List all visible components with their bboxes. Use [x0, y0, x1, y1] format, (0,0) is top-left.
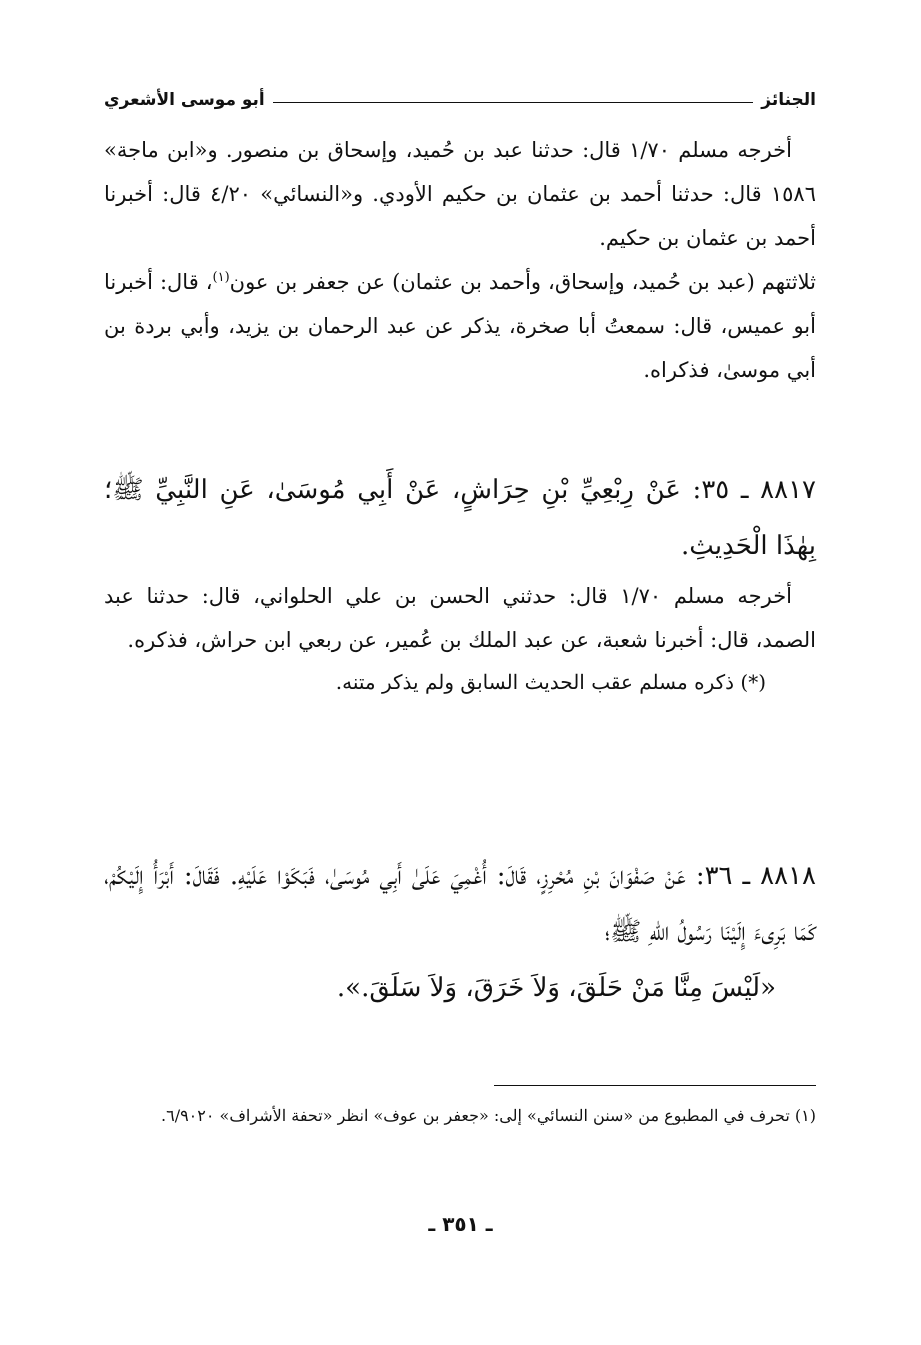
hadith-8818-block [104, 848, 816, 1016]
footnote-text: (١) تحرف في المطبوع من «سنن النسائي» إلى: «جعفر بن عوف» انظر «تحفة الأشراف» ٦/٩٠٢٠. [161, 1106, 816, 1125]
hadith-text: ٨٨١٨ ـ ٣٦: عَنْ صَفْوَانَ بْنِ مُحْرِزٍ، قَالَ: أُغْمِيَ عَلَىٰ أَبِي مُوسَىٰ، فَبَكَوْا عَلَيْهِ. فَقَالَ: أَبْرَأُ إِلَيْكُمْ، كَمَا بَرِىءَ إِلَيْنَا رَسُولُ اللهِ ﷺ؛ [104, 861, 816, 947]
takhrij-block-1 [104, 128, 816, 392]
page-number: ـ ٣٥١ ـ [428, 1212, 493, 1236]
footnote-divider [494, 1085, 816, 1086]
footnote-reference[interactable]: (١) [212, 270, 230, 285]
header-section-title: أبو موسى الأشعري [104, 90, 265, 110]
hadith-text: ٨٨١٧ ـ ٣٥: عَنْ رِبْعِيِّ بْنِ حِرَاشٍ، عَنْ أَبِي مُوسَىٰ، عَنِ النَّبِيِّ ﷺ؛ بِهٰذَا الْحَدِيثِ. [104, 475, 816, 561]
running-header [104, 84, 816, 110]
chain-paragraph [104, 260, 816, 392]
takhrij-paragraph: أخرجه مسلم ١/٧٠ قال: حدثنا عبد بن حُميد، وإسحاق بن منصور. و«ابن ماجة» ١٥٨٦ قال: حدثنا أحمد بن عثمان بن حكيم الأودي. و«النسائي» ٤/٢٠ قال: أخبرنا أحمد بن عثمان بن حكيم. [104, 138, 816, 250]
hadith-8817-takhrij [104, 574, 816, 702]
chain-text-start: ثلاثتهم (عبد بن حُميد، وإسحاق، وأحمد بن عثمان) عن جعفر بن عون [229, 270, 816, 294]
chain-text-end: ، قال: أخبرنا أبو عميس، قال: سمعتُ أبا صخرة، يذكر عن عبد الرحمان بن يزيد، وأبي بردة بن أبي موسىٰ، فذكراه. [104, 270, 816, 382]
header-rule [273, 102, 753, 103]
editor-note: (*) ذكره مسلم عقب الحديث السابق ولم يذكر متنه. [335, 670, 766, 694]
header-chapter-title: الجنائز [761, 90, 816, 110]
hadith-quote: «لَيْسَ مِنَّا مَنْ حَلَقَ، وَلاَ خَرَقَ، وَلاَ سَلَقَ.». [336, 973, 776, 1003]
hadith-8817-block [104, 462, 816, 574]
takhrij-paragraph: أخرجه مسلم ١/٧٠ قال: حدثني الحسن بن علي الحلواني، قال: حدثنا عبد الصمد، قال: أخبرنا شعبة، عن عبد الملك بن عُمير، عن ربعي ابن حراش، فذكره. [104, 584, 816, 652]
